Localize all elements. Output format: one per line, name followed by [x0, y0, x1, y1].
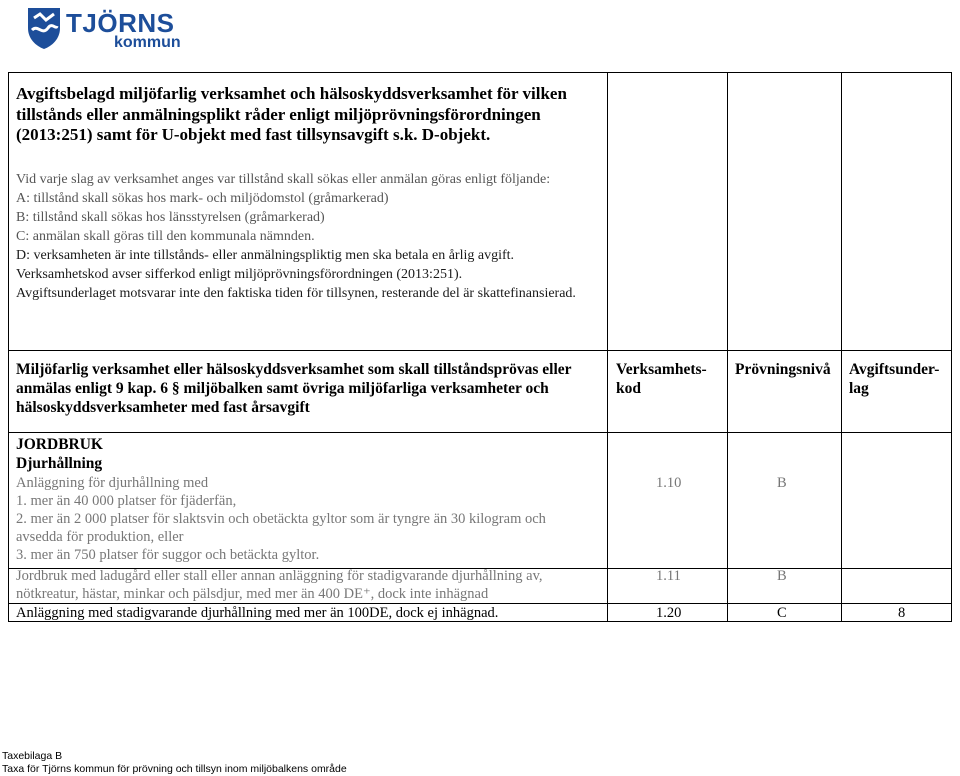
intro-line: D: verksamheten är inte tillstånds- eller anmälningspliktig men ska betala en årlig avgift. — [16, 248, 515, 263]
row-level: B — [777, 475, 787, 491]
row-level: C — [777, 605, 787, 621]
divider — [8, 432, 952, 433]
section-subtitle: Djurhållning — [16, 455, 103, 472]
row-line: Anläggning med stadigvarande djurhållning med mer än 100DE, dock ej inhägnad. — [16, 605, 499, 621]
intro-line: Verksamhetskod avser sifferkod enligt miljöprövningsförordningen (2013:251). — [16, 267, 463, 282]
footer-title: Taxebilaga B — [2, 750, 63, 762]
row-code: 1.11 — [656, 568, 681, 584]
intro-line: C: anmälan skall göras till den kommunala nämnden. — [16, 229, 315, 244]
row-line: 3. mer än 750 platser för suggor och betäckta gyltor. — [16, 547, 320, 563]
divider — [841, 72, 842, 622]
row-basis: 8 — [898, 605, 906, 621]
table-row — [16, 567, 616, 603]
logo-name: TJÖRNS — [66, 8, 175, 38]
intro-text — [16, 170, 606, 303]
intro-title: Avgiftsbelagd miljöfarlig verksamhet och hälsoskyddsverksamhet för vilken tillstånds eller anmälningsplikt råder enligt miljöprövningsförordningen (2013:251) samt för U-objekt med fast tillsynsavgift s.k. D-objekt. — [16, 84, 567, 144]
intro-line: Avgiftsunderlaget motsvarar inte den faktiska tiden för tillsynen, resterande del är skattefinansierad. — [16, 286, 576, 301]
row-line: nötkreatur, hästar, minkar och pälsdjur, med mer än 400 DE⁺, dock inte inhägnad — [16, 586, 489, 602]
row-level: B — [777, 568, 787, 584]
intro-line: Vid varje slag av verksamhet anges var tillstånd skall sökas eller anmälan göras enligt följande: — [16, 172, 551, 187]
divider — [727, 72, 728, 622]
row-code: 1.20 — [656, 605, 682, 621]
row-line: Jordbruk med ladugård eller stall eller annan anläggning för stadigvarande djurhållning av, — [16, 568, 543, 584]
header-activity: Miljöfarlig verksamhet eller hälsoskyddsverksamhet som skall tillståndsprövas eller anmälas enligt 9 kap. 6 § miljöbalken samt övriga miljöfarliga verksamheter och hälsoskyddsverksamheter med fast årsavgift — [16, 361, 572, 416]
shield-logo-icon — [26, 6, 62, 50]
divider — [8, 350, 952, 351]
logo-sub: kommun — [114, 34, 181, 51]
header-code: Verksamhets-kod — [616, 361, 707, 397]
intro-line: A: tillstånd skall sökas hos mark- och miljödomstol (gråmarkerad) — [16, 191, 389, 206]
row-line: avsedda för produktion, eller — [16, 529, 184, 545]
row-code: 1.10 — [656, 475, 682, 491]
row-line: Anläggning för djurhållning med — [16, 475, 209, 491]
logo — [26, 6, 181, 52]
header-basis: Avgiftsunder-lag — [849, 361, 940, 397]
table-row — [16, 604, 616, 622]
section-title: JORDBRUK — [16, 436, 103, 453]
intro-line: B: tillstånd skall sökas hos länsstyrelsen (gråmarkerad) — [16, 210, 325, 225]
row-line: 2. mer än 2 000 platser för slaktsvin och obetäckta gyltor som är tyngre än 30 kilogram och — [16, 511, 546, 527]
footer-subtitle: Taxa för Tjörns kommun för prövning och tillsyn inom miljöbalkens område — [2, 763, 347, 775]
header-level: Prövningsnivå — [735, 361, 831, 378]
row-line: 1. mer än 40 000 platser för fjäderfän, — [16, 493, 237, 509]
table-row — [16, 474, 616, 564]
